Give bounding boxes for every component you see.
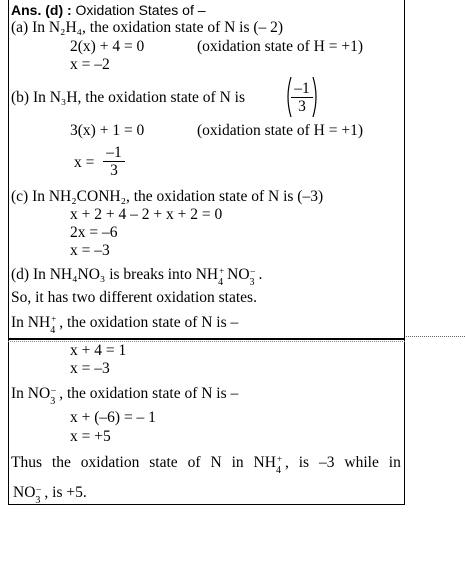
nitrate-charge-3: – (36, 484, 41, 494)
ammonium-charge-2: + (51, 314, 57, 324)
conclusion-word: oxidation (80, 454, 140, 471)
ammonium-charge-3: + (276, 454, 283, 464)
ammonium-symbol: NH (195, 266, 219, 283)
part-d-statement-end: . (258, 266, 263, 283)
ammonium-subscript-3: 4 (275, 465, 281, 476)
ammonium-ion-3: NH + 4 , (254, 454, 289, 472)
nitrate-subscript: 3 (249, 277, 255, 288)
dotted-divider (406, 336, 465, 337)
ammonium-subscript-2: 4 (50, 325, 56, 336)
part-b-equation-1: 3(x) + 1 = 0 (70, 122, 145, 139)
answer-box-bottom (8, 339, 405, 505)
answer-label: Ans. (d) : (11, 2, 72, 18)
conclusion-word: while (344, 454, 379, 471)
conclusion-word: the (51, 454, 71, 471)
ammonium-ion-2 (27, 314, 59, 336)
part-c-equation-3: x = –3 (70, 242, 110, 259)
part-d-equation-1: x + 4 = 1 (70, 342, 127, 359)
nitrate-symbol-3: NO (13, 484, 36, 501)
part-a-equation-2: x = –2 (70, 56, 110, 73)
part-b-note: (oxidation state of H = +1) (197, 122, 363, 139)
part-b-x-denominator: 3 (110, 162, 118, 179)
part-b-fraction (291, 80, 313, 115)
part-a-equation-1: 2(x) + 4 = 0 (70, 38, 145, 55)
nitrate-ion (227, 266, 258, 288)
ammonium-charge: + (219, 266, 225, 276)
nitrate-ion-2 (27, 385, 59, 407)
conclusion-word: in (388, 454, 401, 471)
part-d-line-3 (11, 314, 239, 336)
part-d-equation-4: x = +5 (70, 428, 111, 445)
part-c-statement: (c) In NH₂CONH₂, the oxidation state of N is (–3) (11, 188, 324, 205)
nitrate-charge-2: – (51, 385, 56, 395)
part-d-line-4 (11, 385, 239, 407)
part-d-line-3-prefix: In (11, 314, 24, 331)
nitrate-symbol-2: NO (27, 385, 51, 402)
part-d-line-4-suffix: , the oxidation state of N is – (59, 385, 239, 402)
ammonium-symbol-2: NH (27, 314, 51, 331)
part-a-note: (oxidation state of H = +1) (197, 38, 363, 55)
ammonium-subscript: 4 (218, 277, 224, 288)
nitrate-subscript-3: 3 (35, 495, 41, 506)
part-b-x-label: x = (74, 154, 95, 171)
part-d-statement-text: (d) In NH₄NO₃ is breaks into (11, 266, 192, 283)
answer-title: Oxidation States of – (75, 2, 206, 18)
part-d-equation-2: x = –3 (70, 360, 110, 377)
nitrate-subscript-2: 3 (50, 396, 56, 407)
conclusion-word: state (149, 454, 178, 471)
nitrate-charge: – (250, 266, 256, 276)
part-d-statement (11, 266, 263, 288)
part-d-line-4-prefix: In (11, 385, 24, 402)
ammonium-ion (195, 266, 227, 288)
part-c-equation-2: 2x = –6 (70, 224, 118, 241)
part-d-line-3-suffix: , the oxidation state of N is – (59, 314, 239, 331)
part-b-x-numerator: –1 (103, 144, 125, 162)
conclusion-word: N (210, 454, 222, 471)
conclusion-word: Thus (11, 454, 42, 471)
conclusion-line-1 (11, 454, 401, 476)
conclusion-line-2-suffix: , is +5. (44, 484, 87, 501)
ammonium-symbol-3: NH (253, 454, 276, 471)
answer-heading (11, 1, 206, 19)
conclusion-line-2 (13, 484, 87, 506)
part-b-fraction-numerator: –1 (291, 80, 313, 98)
part-d-line-2: So, it has two different oxidation states. (11, 289, 257, 306)
part-c-equation-1: x + 2 + 4 – 2 + x + 2 = 0 (70, 206, 223, 223)
conclusion-word: –3 (319, 454, 335, 471)
nitrate-ion-3 (13, 484, 44, 506)
nitrate-symbol: NO (227, 266, 250, 283)
dotted-divider-inner (8, 341, 405, 342)
conclusion-word: of (187, 454, 201, 471)
conclusion-word: is (298, 454, 310, 471)
conclusion-word: in (231, 454, 244, 471)
part-d-equation-3: x + (–6) = – 1 (70, 409, 156, 426)
part-b-x-fraction (103, 144, 125, 179)
part-a-statement: (a) In N₂H₄, the oxidation state of N is (– 2) (11, 19, 284, 36)
part-b-fraction-denominator: 3 (298, 98, 306, 115)
part-b-statement: (b) In N₃H, the oxidation state of N is (11, 89, 245, 106)
